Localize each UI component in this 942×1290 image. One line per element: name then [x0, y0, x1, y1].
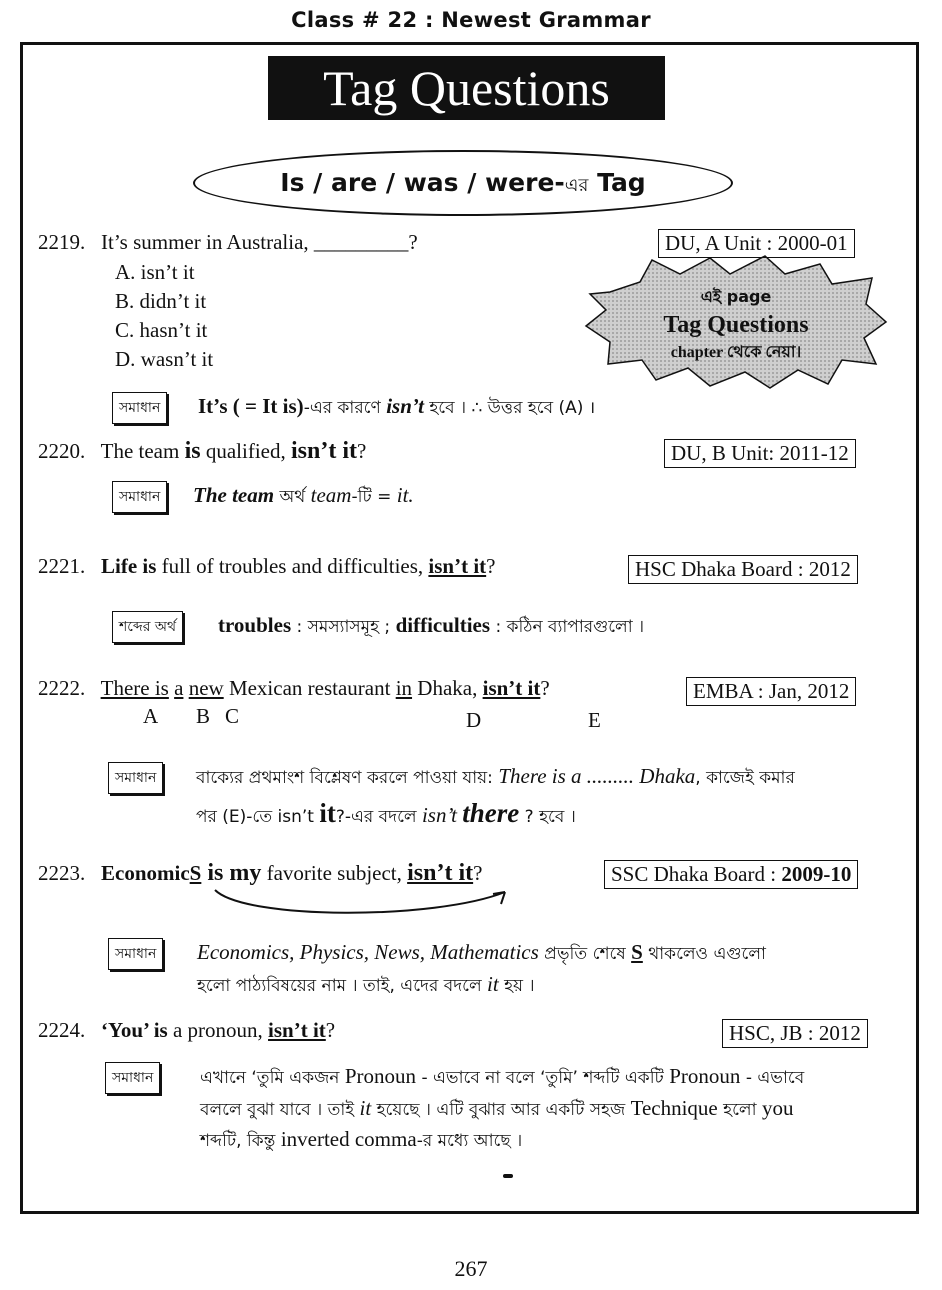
solution-2222-line1 — [196, 764, 795, 793]
sol-part: isn’t — [386, 394, 424, 418]
sol-part: অর্থ — [274, 487, 311, 507]
sol-part: team — [310, 483, 352, 507]
q-text: ? — [486, 554, 496, 578]
q-text: isn’t it — [291, 438, 357, 464]
label-b: B — [196, 704, 211, 728]
label-c: C — [225, 704, 240, 728]
q-text: qualified, — [200, 439, 291, 463]
q-text: Economic — [101, 861, 190, 885]
option-c: C. hasn’t it — [115, 318, 208, 342]
sol-part: এখানে ‘তুমি একজন — [200, 1068, 345, 1088]
question-number: 2223. — [38, 861, 86, 885]
options-list — [115, 258, 213, 374]
word-meaning-label: শব্দের অর্থ — [112, 611, 183, 643]
sol-part: - এভাবে — [740, 1068, 805, 1088]
source-badge — [604, 860, 858, 889]
sol-part: -টি = — [351, 487, 397, 507]
meaning: : সমস্যাসমূহ ; — [291, 617, 396, 637]
meaning: : কঠিন ব্যাপারগুলো । — [490, 617, 645, 637]
sol-part: it — [487, 972, 499, 996]
arrow-curve — [205, 882, 525, 922]
section-heading-suffix: এর — [564, 175, 589, 196]
sol-part: it — [359, 1096, 372, 1120]
label-d: D — [466, 708, 482, 732]
question-2222 — [38, 676, 550, 701]
q-text: isn’t it — [482, 676, 541, 700]
question-number: 2219. — [38, 230, 86, 254]
source-badge: DU, B Unit: 2011-12 — [664, 439, 856, 468]
sol-part: -র মধ্যে আছে । — [416, 1131, 523, 1151]
solution-2224-line2 — [200, 1096, 793, 1125]
sol-part: বললে বুঝা যাবে । তাই — [200, 1100, 360, 1120]
solution-2223-line2 — [197, 972, 535, 1001]
question-2221 — [38, 554, 495, 579]
badge-line-1: এই page — [700, 287, 772, 306]
blank: _________? — [308, 230, 418, 254]
word: troubles — [218, 613, 292, 637]
sol-part: প্রভৃতি শেষে — [538, 944, 632, 964]
label-e: E — [588, 708, 601, 732]
sol-part: you — [761, 1096, 794, 1120]
sol-part: পর (E)-তে isn’t — [196, 807, 320, 827]
q-text: a — [174, 676, 184, 700]
question-number: 2224. — [38, 1018, 86, 1042]
burst-badge-text — [580, 283, 892, 367]
solution-label: সমাধান — [112, 481, 167, 513]
sol-part: Economics, Physics, News, Mathematics — [197, 940, 539, 964]
badge-line-3: chapter থেকে নেয়া। — [670, 344, 802, 361]
source-badge: DU, A Unit : 2000-01 — [658, 229, 855, 258]
question-number: 2222. — [38, 676, 86, 700]
sol-part: হলো পাঠ্যবিষয়ের নাম । তাই, এদের বদলে — [197, 976, 488, 996]
ink-mark — [503, 1174, 513, 1178]
word-meaning-2221 — [218, 613, 644, 642]
q-text: is my — [201, 860, 262, 886]
q-text: isn’t it — [407, 860, 474, 886]
sol-part: it — [319, 798, 336, 828]
solution-label: সমাধান — [105, 1062, 160, 1094]
solution-2219 — [198, 394, 595, 423]
q-text: ‘You’ is — [101, 1018, 168, 1042]
q-text: Dhaka, — [412, 676, 483, 700]
sol-part: হয়েছে । এটি বুঝার আর একটি সহজ — [371, 1100, 631, 1120]
question-number: 2220. — [38, 439, 86, 463]
question-2224 — [38, 1018, 335, 1043]
solution-2220 — [193, 483, 414, 512]
section-heading-oval — [193, 150, 733, 216]
question-2219 — [38, 230, 418, 255]
sol-part: Pronoun — [344, 1064, 417, 1088]
word: difficulties — [395, 613, 491, 637]
option-b: B. didn’t it — [115, 289, 207, 313]
sol-part: The team — [193, 483, 275, 507]
sol-part: - এভাবে না বলে ‘তুমি’ শব্দটি একটি — [416, 1068, 670, 1088]
question-2220 — [38, 438, 366, 465]
q-text: There is — [100, 676, 169, 700]
question-number: 2221. — [38, 554, 86, 578]
solution-2223-line1 — [197, 940, 766, 969]
q-text: ? — [540, 676, 550, 700]
source-badge: EMBA : Jan, 2012 — [686, 677, 856, 706]
sol-part: ? হবে । — [519, 807, 576, 827]
q-text: new — [188, 676, 224, 700]
section-heading-main: Is / are / was / were- — [280, 168, 565, 197]
sol-part: ?-এর বদলে — [335, 807, 422, 827]
option-a: A. isn’t it — [115, 260, 195, 284]
sol-part: Technique — [630, 1096, 718, 1120]
badge-line-2: Tag Questions — [663, 312, 809, 338]
sol-part: inverted comma — [280, 1127, 417, 1151]
sol-part: শব্দটি, কিন্তু — [200, 1131, 281, 1151]
q-text: a pronoun, — [167, 1018, 269, 1042]
q-text: ? — [357, 439, 367, 463]
q-text: ? — [325, 1018, 336, 1042]
q-text: Mexican restaurant — [223, 676, 396, 700]
section-heading-tag: Tag — [588, 168, 646, 197]
sol-part: হয় । — [498, 976, 535, 996]
option-d: D. wasn’t it — [115, 347, 214, 371]
q-text: Life is — [101, 554, 157, 578]
solution-2222-line2 — [196, 798, 576, 832]
solution-label: সমাধান — [112, 392, 167, 424]
source-badge: HSC Dhaka Board : 2012 — [628, 555, 858, 584]
q-text: favorite subject, — [261, 861, 408, 885]
sol-part: there — [462, 798, 520, 828]
sol-part: , কাজেই কমার — [695, 768, 795, 788]
source-year: 2009-10 — [781, 862, 852, 886]
q-text: isn’t it — [268, 1018, 326, 1042]
sol-part: থাকলেও এগুলো — [642, 944, 766, 964]
solution-2224-line1 — [200, 1064, 804, 1093]
q-text: isn’t it — [428, 554, 487, 578]
sol-part: Pronoun — [669, 1064, 741, 1088]
source-text: SSC Dhaka Board : — [611, 862, 782, 886]
label-a: A — [143, 704, 159, 728]
sol-part: -এর কারণে — [303, 398, 387, 418]
solution-2224-line3 — [200, 1127, 522, 1156]
page-number: 267 — [454, 1256, 488, 1281]
sol-part: হবে । ∴ উত্তর হবে (A) । — [423, 398, 596, 418]
sol-part: isn’t — [421, 803, 463, 827]
sol-part: There is a ......... Dhaka — [498, 764, 696, 788]
sol-part: it. — [396, 483, 414, 507]
question-stem: It’s summer in Australia, — [101, 230, 309, 254]
solution-label: সমাধান — [108, 762, 163, 794]
solution-label: সমাধান — [108, 938, 163, 970]
page-header: Class # 22 : Newest Grammar — [291, 8, 651, 32]
sol-part: It’s ( = It is) — [198, 394, 304, 418]
chapter-title: Tag Questions — [268, 56, 665, 120]
q-text: is — [184, 438, 201, 464]
q-text: in — [395, 676, 413, 700]
source-badge: HSC, JB : 2012 — [722, 1019, 868, 1048]
sol-part: হলো — [717, 1100, 762, 1120]
sol-part: বাক্যের প্রথমাংশ বিশ্লেষণ করলে পাওয়া যায়: — [196, 768, 499, 788]
q-text: full of troubles and difficulties, — [156, 554, 429, 578]
q-text: S — [189, 861, 202, 885]
q-text: The team — [100, 439, 185, 463]
sol-part: S — [631, 940, 643, 964]
q-text: ? — [473, 861, 483, 885]
